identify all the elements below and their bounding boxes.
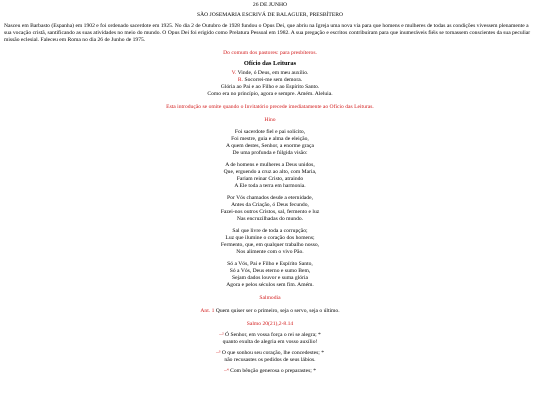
antiphon-text: Quem quiser ser o primeiro, seja o servo, seja o último. <box>215 308 340 314</box>
hymn-line: Só a Vós, Pai e Filho e Espírito Santo, <box>227 261 313 267</box>
hymn-stanza <box>4 162 536 190</box>
versicle-mark: V. <box>231 70 237 76</box>
hymn-line: Só a Vós, Deus eterno e sumo Bem, <box>229 268 311 274</box>
hymn-line: Antes da Criação, ó Deus fecundo, <box>231 202 309 208</box>
psalm-line: não recusastes os pedidos de seus lábios. <box>224 357 316 363</box>
versicle-text: Vinde, ó Deus, em meu auxílio. <box>237 70 309 76</box>
response-text: Socorrei-me sem demora. <box>244 77 303 83</box>
antiphon-label: Ant. 1 <box>200 308 215 314</box>
hymn-line: Foi sacerdote fiel e pai solícito, <box>234 129 306 135</box>
response <box>4 77 536 84</box>
office-title: Ofício das Leituras <box>243 60 297 67</box>
saint-title: SÃO JOSEMARIA ESCRIVÁ DE BALAGUER, PRESBÍTERO <box>196 12 344 18</box>
hymn-line: A de homens e mulheres a Deus unidos, <box>225 162 315 168</box>
biography-paragraph: Nasceu em Barbasto (Espanha) em 1902 e foi ordenado sacerdote em 1925. No dia 2 de Outubro de 1928 fundou o Opus Dei, que abriu na Igreja uma nova via para que homens e mulheres de todas as condições vivessem plenamente a sua vocação cristã, santificando as suas atividades no meio do mundo. O Opus Dei foi erigido como Prelatura Pessoal em 1982. A sua pregação e escritos contribuíram para que inumeráveis fiéis se tornassem conscientes da sua peculiar missão eclesial. Faleceu em Roma no dia 26 de Junho de 1975. <box>4 23 531 43</box>
psalm-line <box>4 350 536 357</box>
psalm-verse <box>4 332 536 346</box>
response-mark: R. <box>237 77 244 83</box>
psalm <box>4 332 536 375</box>
feast-date: 26 DE JUNHO <box>252 2 288 8</box>
hymn-line: A Ele toda a terra em harmonia. <box>234 183 306 189</box>
psalm-verse <box>4 350 536 364</box>
hymn-line: Nas encruzilhadas do mundo. <box>236 216 304 222</box>
psalm-line-text: Com bênção generosa o preparastes; * <box>230 368 317 374</box>
gloria-line-2: Como era no princípio, agora e sempre. Amém. Aleluia. <box>207 91 333 97</box>
hymn-line: Fazei-nos outros Cristos, sal, fermento e luz <box>220 209 320 215</box>
hymn-line: De uma profunda e fúlgida visão: <box>232 150 308 156</box>
hymn <box>4 129 536 289</box>
hymn-stanza <box>4 195 536 223</box>
hymn-line: Sal que livre de toda a corrupção; <box>232 228 308 234</box>
hymn-title: Hino <box>264 117 276 123</box>
hymn-line: Fermento, que, em qualquer trabalho nosso, <box>220 242 320 248</box>
common-note: Do comum dos pastores: para presbíteros. <box>223 50 317 56</box>
hymn-line: Que, erguendo a cruz ao alto, com Maria, <box>223 169 317 175</box>
psalm-line: quanto exulta de alegria em vosso auxílio! <box>222 339 318 345</box>
hymn-stanza <box>4 228 536 256</box>
hymn-line: Luz que ilumine o coração dos homens; <box>225 235 315 241</box>
antiphon <box>4 308 536 315</box>
psalm-line <box>4 368 536 375</box>
document-page <box>4 0 536 375</box>
hymn-line: Foi mestre, guia e alma de eleição, <box>231 136 309 142</box>
hymn-line: A quem destes, Senhor, a enorme graça <box>225 143 314 149</box>
verse-number: –³ <box>215 350 221 356</box>
hymn-stanza <box>4 261 536 289</box>
psalmody-title: Salmodia <box>259 295 281 301</box>
hymn-line: Sejam dados louvor e suma glória <box>232 275 308 281</box>
psalm-line-text: O que sonhou seu coração, lhe concedestes; * <box>221 350 325 356</box>
hymn-stanza <box>4 129 536 157</box>
psalm-verse <box>4 368 536 375</box>
gloria-line-1: Glória ao Pai e ao Filho e ao Espírito Santo. <box>220 84 320 90</box>
psalm-line <box>4 332 536 339</box>
hymn-line: Por Vós chamados desde a eternidade, <box>227 195 313 201</box>
invocation <box>4 70 536 98</box>
intro-note: Esta introdução se omite quando o Invitatório precede imediatamente ao Ofício das Leituras. <box>166 104 374 110</box>
psalm-line-text: Ó Senhor, em vossa força o rei se alegra; * <box>225 332 321 338</box>
hymn-line: Nos alimente com o vivo Pão. <box>236 249 304 255</box>
psalm-reference: Salmo 20(21),2-8.14 <box>246 321 294 327</box>
verse-number: –² <box>219 332 224 338</box>
versicle <box>4 70 536 77</box>
verse-number: –⁴ <box>223 368 229 374</box>
hymn-line: Agora e pelos séculos sem fim. Amém. <box>226 282 314 288</box>
hymn-line: Fariam reinar Cristo, atraindo <box>236 176 304 182</box>
